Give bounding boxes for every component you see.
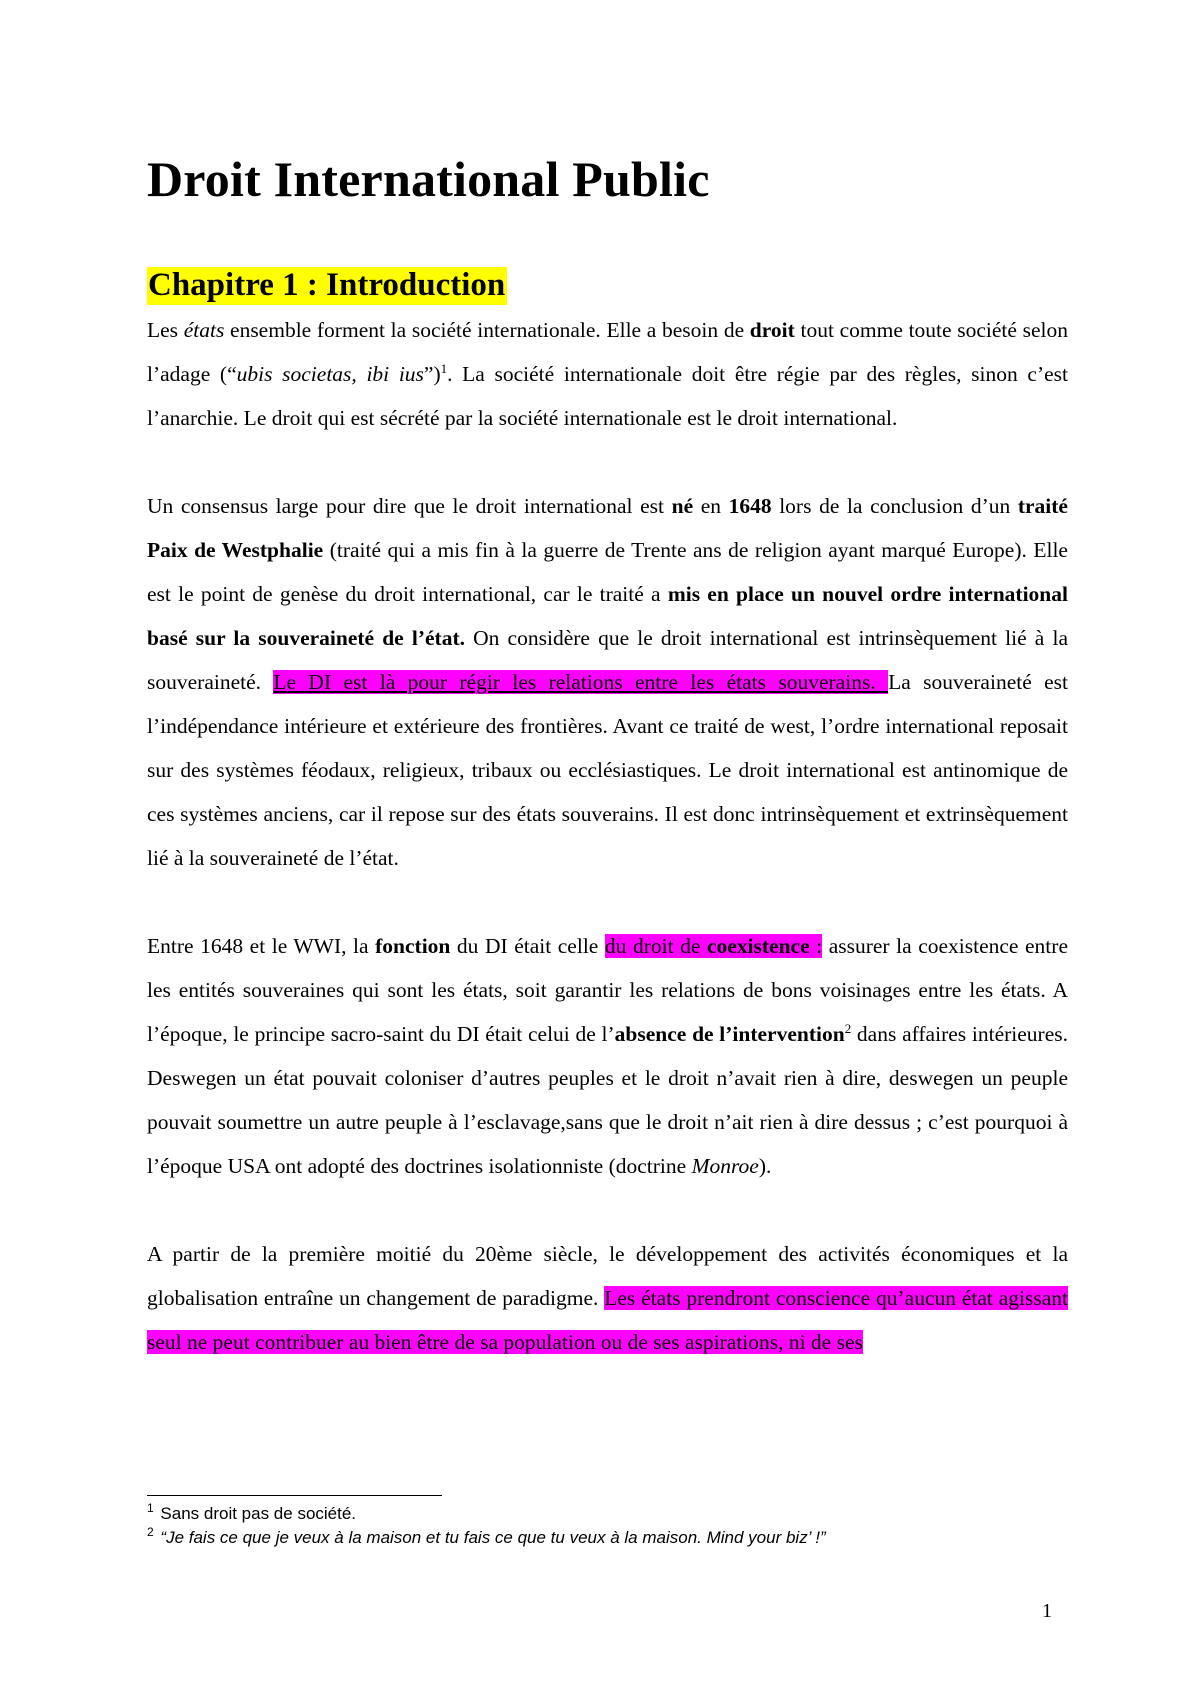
bold-text: coexistence xyxy=(706,934,810,958)
text-run: assurer la coexistence entre les entités souveraines qui sont les états, soit garantir les relations de bons voisinages entre les états. A l’époque, le principe sacro-saint du DI était celui de l’ xyxy=(147,934,1068,1046)
bold-text: né xyxy=(671,494,694,518)
text-run: On considère que le droit international est intrinsèquement lié à la souveraineté. xyxy=(147,626,1068,694)
text-run: La souveraineté est l’indépendance intérieure et extérieure des frontières. Avant ce traité de west, l’ordre international reposait sur des systèmes féodaux, religieux, tribaux ou ecclésiastiques. Le droit international est antinomique de ces systèmes anciens, car il repose sur des états souverains. Il est donc intrinsèquement et extrinsèquement lié à la souveraineté de l’état. xyxy=(147,670,1069,870)
italic-text: Monroe xyxy=(691,1154,759,1178)
paragraph-4 xyxy=(147,1232,1068,1364)
text-run: dans affaires intérieures. Deswegen un état pouvait coloniser d’autres peuples et le droit n’avait rien à dire, deswegen un peuple pouvait soumettre un autre peuple à l’esclavage,sans que le droit n’ait rien à dire dessus ; c’est pourquoi à l’époque USA ont adopté des doctrines isolationniste (doctrine xyxy=(147,1022,1068,1178)
text-run: ”) xyxy=(423,362,441,386)
latin-adage: ubis societas, ibi ius xyxy=(236,362,424,386)
text-run: du DI était celle xyxy=(450,934,605,958)
footnote-separator xyxy=(147,1495,442,1496)
text-run: A partir de la première moitié du 20ème siècle, le développement des activités économiques et la globalisation entraîne un changement de paradigme. xyxy=(147,1242,1068,1310)
highlighted-text: Les états prendront conscience qu’aucun état agissant seul ne peut contribuer au bien être de sa population ou de ses aspirations, ni de ses xyxy=(147,1286,1069,1354)
text-run: : xyxy=(809,934,823,958)
text-run: Un consensus large pour dire que le droit international est xyxy=(147,494,672,518)
bold-text: traité Paix de Westphalie xyxy=(147,494,1068,562)
text-run: Les xyxy=(147,318,184,342)
text-run: lors de la conclusion d’un xyxy=(771,494,1018,518)
text-run: tout comme toute société selon l’adage (“ xyxy=(147,318,1069,386)
highlighted-text xyxy=(605,934,822,958)
page-number: 1 xyxy=(1042,1600,1052,1622)
footnote-number: 1 xyxy=(147,1501,154,1516)
text-run: Entre 1648 et le WWI, la xyxy=(147,934,376,958)
italic-text: états xyxy=(183,318,225,342)
footnote-text: “Je fais ce que je veux à la maison et tu fais ce que tu veux à la maison. Mind your biz’ !” xyxy=(155,1528,826,1547)
text-run: en xyxy=(693,494,729,518)
text-run: du droit de xyxy=(604,934,707,958)
footnote-ref-1[interactable]: 1 xyxy=(440,360,448,376)
footnote-number: 2 xyxy=(147,1525,154,1540)
footnotes-section xyxy=(147,1495,1068,1550)
highlighted-text: Le DI est là pour régir les relations entre les états souverains. xyxy=(273,670,889,694)
text-run: ensemble forment la société internationale. Elle a besoin de xyxy=(224,318,750,342)
paragraph-3 xyxy=(147,924,1068,1188)
bold-text: droit xyxy=(749,318,795,342)
bold-text: absence de l’intervention xyxy=(614,1022,845,1046)
footnote-2 xyxy=(147,1526,1068,1550)
bold-year: 1648 xyxy=(728,494,772,518)
footnote-1 xyxy=(147,1502,1068,1526)
footnote-ref-2[interactable]: 2 xyxy=(844,1020,852,1036)
bold-text: mis en place un nouvel ordre international basé sur la souveraineté de l’état. xyxy=(147,582,1068,650)
paragraph-2 xyxy=(147,484,1068,880)
footnote-text: Sans droit pas de société. xyxy=(155,1504,357,1523)
text-run: ). xyxy=(758,1154,772,1178)
text-run: (traité qui a mis fin à la guerre de Trente ans de religion ayant marqué Europe). Elle est le point de genèse du droit international, car le traité a xyxy=(147,538,1068,606)
document-body xyxy=(147,308,1068,1408)
chapter-heading: Chapitre 1 : Introduction xyxy=(148,267,506,303)
bold-text: fonction xyxy=(375,934,451,958)
text-run: . La société internationale doit être régie par des règles, sinon c’est l’anarchie. Le droit qui est sécrété par la société internationale est le droit international. xyxy=(147,362,1068,430)
paragraph-1 xyxy=(147,308,1068,440)
document-title: Droit International Public xyxy=(147,151,710,207)
